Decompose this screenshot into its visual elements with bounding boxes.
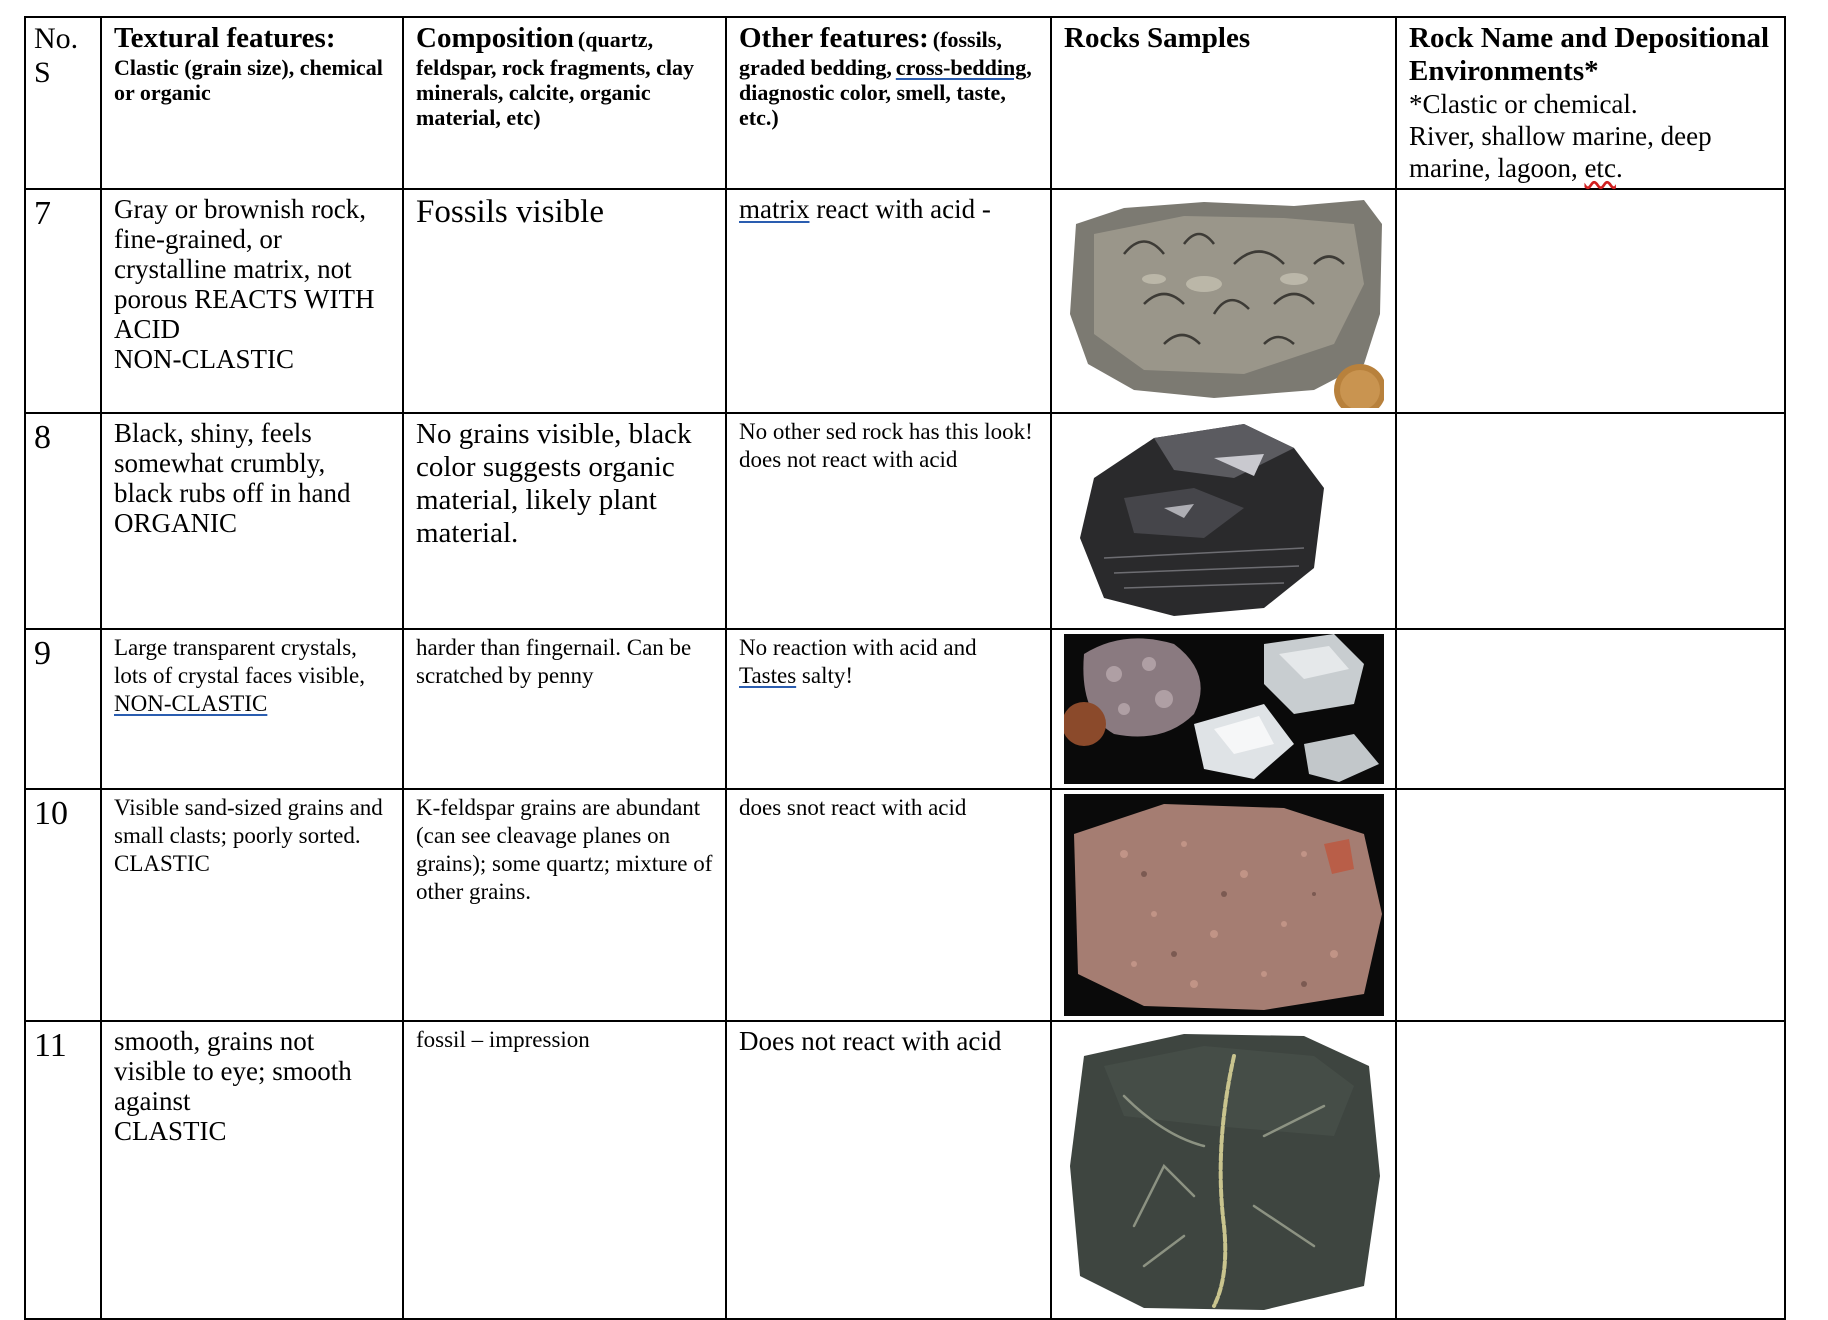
other-text-a: matrix bbox=[739, 194, 810, 224]
header-other-sub-d: diagnostic color, smell, taste, etc.) bbox=[739, 80, 1006, 130]
row-number: 9 bbox=[25, 629, 101, 789]
row-number: 8 bbox=[25, 413, 101, 629]
table-row bbox=[25, 189, 1785, 413]
other-cell bbox=[726, 189, 1051, 413]
composition-cell: K-feldspar grains are abundant (can see cleavage planes on grains); some quartz; mixture of other grains. bbox=[403, 789, 726, 1021]
other-cell: Does not react with acid bbox=[726, 1021, 1051, 1319]
other-cell: does snot react with acid bbox=[726, 789, 1051, 1021]
sample-photo-cell bbox=[1051, 789, 1396, 1021]
header-no-line1: No. bbox=[34, 22, 79, 55]
header-other-sub-c: , bbox=[1026, 55, 1032, 80]
textural-text: Visible sand-sized grains and small clasts; poorly sorted. bbox=[114, 795, 383, 848]
header-other-title: Other features: bbox=[739, 22, 929, 54]
textural-cell bbox=[101, 189, 403, 413]
table-row bbox=[25, 629, 1785, 789]
other-cell bbox=[726, 629, 1051, 789]
textural-class: CLASTIC bbox=[114, 1116, 227, 1146]
fossiliferous-limestone-photo bbox=[1064, 194, 1384, 408]
header-rock-name-note2c: . bbox=[1615, 153, 1623, 183]
composition-cell: fossil – impression bbox=[403, 1021, 726, 1319]
header-textural-title: Textural features: bbox=[114, 22, 336, 54]
shale-fossil-photo bbox=[1064, 1026, 1384, 1314]
textural-class: NON-CLASTIC bbox=[114, 691, 268, 716]
row-number: 7 bbox=[25, 189, 101, 413]
sample-photo-cell bbox=[1051, 629, 1396, 789]
textural-class: NON-CLASTIC bbox=[114, 344, 294, 374]
header-composition-title: Composition bbox=[416, 22, 574, 54]
table-row bbox=[25, 413, 1785, 629]
header-other-sub-inline: (fossils, bbox=[932, 27, 1002, 52]
textural-text: Black, shiny, feels somewhat crumbly, black rubs off in hand bbox=[114, 418, 351, 508]
header-other-sub-b: cross-bedding bbox=[895, 55, 1027, 80]
header-rock-name-title: Rock Name and Depositional Environments* bbox=[1409, 22, 1770, 87]
header-composition-sub: feldspar, rock fragments, clay minerals, calcite, organic material, etc) bbox=[416, 55, 695, 130]
other-text-a: No reaction with acid and bbox=[739, 635, 977, 660]
textural-cell bbox=[101, 1021, 403, 1319]
header-textural bbox=[101, 17, 403, 189]
rock-name-cell bbox=[1396, 629, 1785, 789]
sample-photo-cell bbox=[1051, 189, 1396, 413]
textural-cell bbox=[101, 789, 403, 1021]
other-text-c: salty! bbox=[796, 663, 854, 688]
textural-cell bbox=[101, 629, 403, 789]
header-rock-name-note2b: etc bbox=[1584, 153, 1616, 183]
header-composition-sub-inline: (quartz, bbox=[577, 27, 654, 52]
textural-cell bbox=[101, 413, 403, 629]
row-number: 11 bbox=[25, 1021, 101, 1319]
rock-name-cell bbox=[1396, 189, 1785, 413]
table-row bbox=[25, 789, 1785, 1021]
header-other-sub-a: graded bedding, bbox=[739, 55, 892, 80]
textural-text: Gray or brownish rock, fine-grained, or crystalline matrix, not porous REACTS WITH ACID bbox=[114, 194, 375, 344]
rock-identification-table bbox=[24, 16, 1786, 1320]
header-textural-sub: Clastic (grain size), chemical or organic bbox=[114, 55, 383, 105]
other-line-1: No other sed rock has this look! bbox=[739, 419, 1033, 444]
composition-cell: harder than fingernail. Can be scratched by penny bbox=[403, 629, 726, 789]
sample-photo-cell bbox=[1051, 413, 1396, 629]
composition-cell: No grains visible, black color suggests organic material, likely plant material. bbox=[403, 413, 726, 629]
header-other bbox=[726, 17, 1051, 189]
rock-name-cell bbox=[1396, 1021, 1785, 1319]
coal-photo bbox=[1064, 418, 1384, 624]
other-line-2: does not react with acid bbox=[739, 447, 958, 472]
header-no-line2: S bbox=[34, 56, 51, 89]
sample-photo-cell bbox=[1051, 1021, 1396, 1319]
header-row bbox=[25, 17, 1785, 189]
rock-name-cell bbox=[1396, 413, 1785, 629]
header-number bbox=[25, 17, 101, 189]
header-rock-name-note1: *Clastic or chemical. bbox=[1409, 89, 1638, 119]
rock-name-cell bbox=[1396, 789, 1785, 1021]
halite-photo bbox=[1064, 634, 1384, 784]
textural-text: smooth, grains not visible to eye; smooth against bbox=[114, 1026, 352, 1116]
header-rock-name-note2a: River, shallow marine, deep marine, lagoon, bbox=[1409, 121, 1712, 183]
textural-class: CLASTIC bbox=[114, 851, 210, 876]
composition-cell: Fossils visible bbox=[403, 189, 726, 413]
table-row bbox=[25, 1021, 1785, 1319]
arkose-photo bbox=[1064, 794, 1384, 1016]
header-samples bbox=[1051, 17, 1396, 189]
header-rock-name bbox=[1396, 17, 1785, 189]
textural-text: Large transparent crystals, lots of crystal faces visible, bbox=[114, 635, 366, 688]
header-composition bbox=[403, 17, 726, 189]
header-samples-title: Rocks Samples bbox=[1064, 22, 1251, 54]
other-cell bbox=[726, 413, 1051, 629]
textural-class: ORGANIC bbox=[114, 508, 238, 538]
other-text-b: react with acid - bbox=[809, 194, 991, 224]
row-number: 10 bbox=[25, 789, 101, 1021]
other-text-b: Tastes bbox=[739, 663, 797, 688]
